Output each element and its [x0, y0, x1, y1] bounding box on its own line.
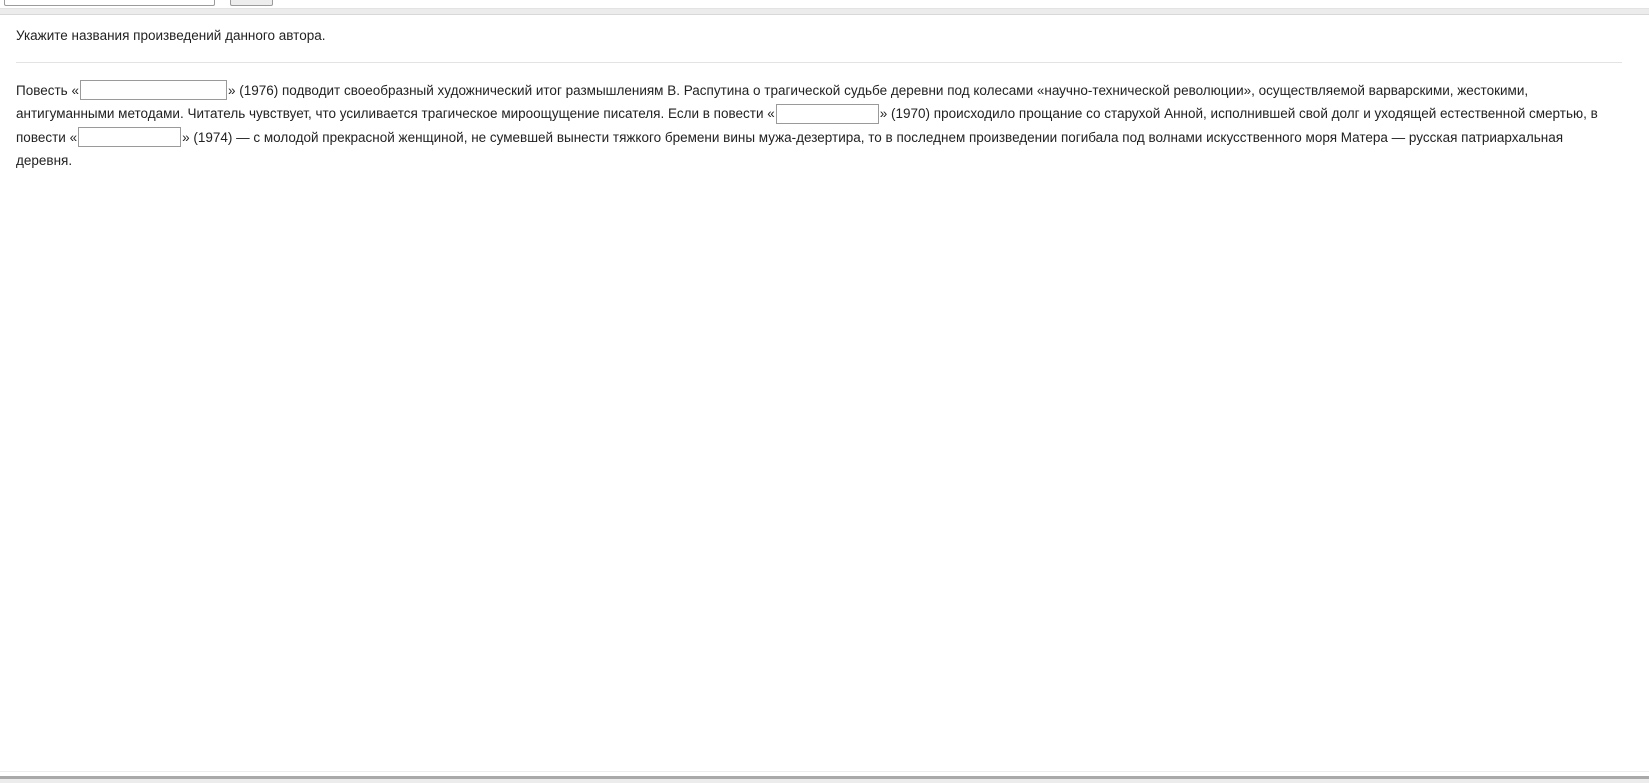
toolbar-button-partial[interactable] — [230, 0, 273, 6]
top-divider-band — [0, 8, 1649, 15]
bottom-background-strip — [0, 779, 1649, 783]
toolbar-answer-input-partial[interactable] — [4, 0, 215, 6]
exercise-paragraph — [16, 79, 1616, 172]
answer-blank-1974[interactable] — [78, 127, 181, 147]
bottom-faint-line — [0, 771, 1649, 772]
toolbar-partial — [0, 0, 1649, 8]
answer-blank-1976[interactable] — [80, 80, 227, 100]
exercise-page — [0, 15, 1649, 172]
paragraph-text-segment: » (1974) — с молодой прекрасной женщиной, не сумевшей вынести тяжкого бремени вины мужа-дезертира, то в последнем произведении погибала под волнами искусственного моря Матера — русская патриархальная деревня. — [16, 129, 1564, 169]
prompt-divider — [16, 62, 1622, 63]
answer-blank-1970[interactable] — [776, 104, 879, 124]
paragraph-text-segment: » (1970) происходило прощание со старухой Анной, исполнившей свой долг и уходящей естественной смертью, в повести « — [16, 106, 1598, 145]
paragraph-text-segment: Повесть « — [16, 83, 79, 98]
paragraph-text-segment: » (1976) подводит своеобразный художнический итог размышлениям В. Распутина о трагической судьбе деревни под колесами «научно-технической революции», осуществляемой варварскими, жестокими, антигуманными методами. Читатель чувствует, что усиливается трагическое мироощущение писателя. Если в повести « — [16, 83, 1529, 122]
question-prompt: Укажите названия произведений данного автора. — [16, 28, 326, 43]
